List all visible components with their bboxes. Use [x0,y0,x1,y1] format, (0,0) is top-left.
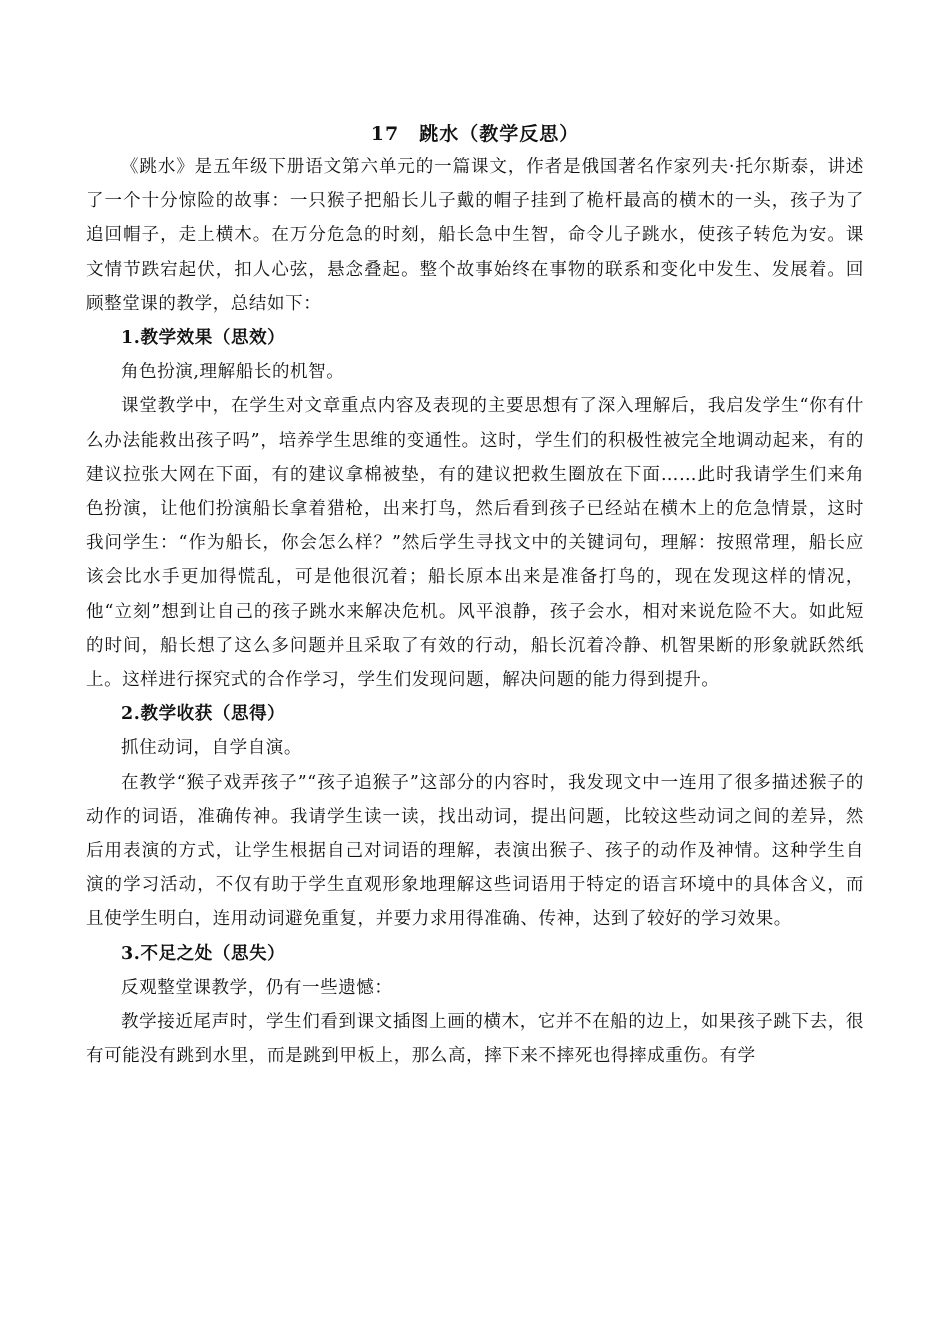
section-heading-effect: 1.教学效果（思效） [121,328,286,349]
section-lead-shortcoming: 反观整堂课教学，仍有一些遗憾： [121,977,393,998]
section-body-gain: 在教学“猴子戏弄孩子”“孩子追猴子”这部分的内容时，我发现文中一连用了很多描述猴子的动作的词语，准确传神。我请学生读一读，找出动词，提出问题，比较这些动词之间的差异，然后用表演的方式，让学生根据自己对词语的理解，表演出猴子、孩子的动作及神情。这种学生自演的学习活动，不仅有助于学生直观形象地理解这些词语用于特定的语言环境中的具体含义，而且使学生明白，连用动词避免重复，并要力求用得准确、传神，达到了较好的学习效果。 [86,772,864,930]
section-heading-shortcoming: 3.不足之处（思失） [121,943,286,964]
document-content [86,118,864,1073]
intro-paragraph: 《跳水》是五年级下册语文第六单元的一篇课文，作者是俄国著名作家列夫·托尔斯泰，讲述了一个十分惊险的故事：一只猴子把船长儿子戴的帽子挂到了桅杆最高的横木的一头，孩子为了追回帽子，走上横木。在万分危急的时刻，船长急中生智，命令儿子跳水，使孩子转危为安。课文情节跌宕起伏，扣人心弦，悬念叠起。整个故事始终在事物的联系和变化中发生、发展着。回顾整堂课的教学，总结如下： [86,157,864,314]
section-lead-effect: 角色扮演,理解船长的机智。 [121,362,345,383]
section-heading-gain: 2.教学收获（思得） [121,704,286,725]
section-lead-gain: 抓住动词，自学自演。 [121,738,302,759]
section-body-shortcoming: 教学接近尾声时，学生们看到课文插图上画的横木，它并不在船的边上，如果孩子跳下去，很有可能没有跳到水里，而是跳到甲板上，那么高，摔下来不摔死也得摔成重伤。有学 [86,1012,864,1067]
section-body-effect: 课堂教学中，在学生对文章重点内容及表现的主要思想有了深入理解后，我启发学生“你有什么办法能救出孩子吗”，培养学生思维的变通性。这时，学生们的积极性被完全地调动起来，有的建议拉张大网在下面，有的建议拿棉被垫，有的建议把救生圈放在下面……此时我请学生们来角色扮演，让他们扮演船长拿着猎枪，出来打鸟，然后看到孩子已经站在横木上的危急情景，这时我问学生：“作为船长，你会怎么样？”然后学生寻找文中的关键词句，理解：按照常理，船长应该会比水手更加得慌乱，可是他很沉着；船长原本出来是准备打鸟的，现在发现这样的情况，他“立刻”想到让自己的孩子跳水来解决危机。风平浪静，孩子会水，相对来说危险不大。如此短的时间，船长想了这么多问题并且采取了有效的行动，船长沉着冷静、机智果断的形象就跃然纸上。这样进行探究式的合作学习，学生们发现问题，解决问题的能力得到提升。 [86,396,864,691]
page-title: 17 跳水（教学反思） [370,123,580,145]
